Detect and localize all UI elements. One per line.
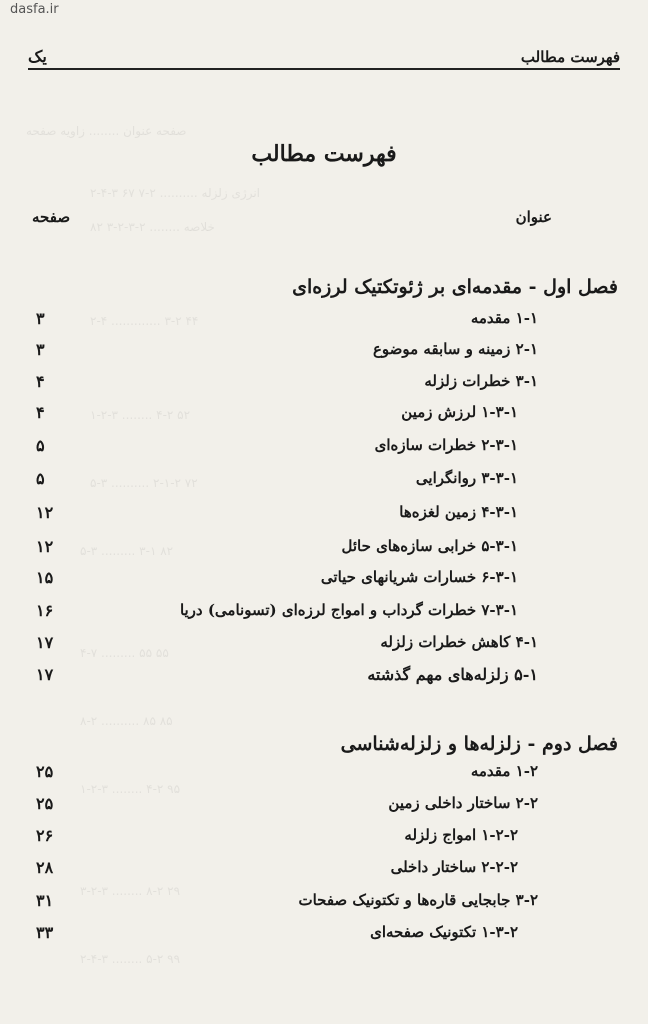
toc-entry — [0, 309, 648, 339]
toc-entry-title: ۶-۳-۱ خسارات شریانهای حیاتی — [320, 568, 518, 586]
toc-entry — [0, 826, 648, 856]
toc-entry — [0, 469, 648, 499]
toc-entry-title: فصل اول - مقدمه‌ای بر ژئوتکتیک لرزه‌ای — [292, 276, 618, 298]
toc-entry-title: ۴-۳-۱ زمین لغزه‌ها — [399, 503, 518, 521]
toc-entry-page: ۳ — [36, 309, 45, 328]
toc-entry — [0, 503, 648, 533]
toc-entry — [0, 403, 648, 433]
toc-entry-page: ۲۵ — [36, 762, 54, 781]
toc-entry-title: ۱-۱ مقدمه — [470, 309, 538, 327]
toc-entry-title: ۷-۳-۱ خطرات گرداب و امواج لرزه‌ای (تسونامی) دریا — [179, 601, 518, 619]
toc-entry — [0, 762, 648, 792]
toc-entry-page: ۴ — [36, 403, 45, 422]
toc-entry — [0, 436, 648, 466]
toc-entry — [0, 537, 648, 567]
toc-entry-title: فصل دوم - زلزله‌ها و زلزله‌شناسی — [340, 733, 618, 755]
toc-entry-page: ۳۱ — [36, 891, 54, 910]
site-watermark: dasfa.ir — [10, 2, 59, 17]
toc-chapter — [0, 733, 648, 763]
toc-entry — [0, 858, 648, 888]
toc-entry-page: ۵ — [36, 469, 45, 488]
toc-entry-page: ۴ — [36, 372, 45, 391]
bleed-through-text: صفحه عنوان ........ زاویه صفحه ۲-۴-۳ انرژی زلزله .......... ۲-۷ ۶۷ خلاصه ........ ۲-۳-۲-۳ ۸۲ ۲-۴ ............. ۳-۲ ۴۴ ۱-۲-۳ ........ ۴-۲ ۵۲ ۵-۳ .......... ۲-۱-۲ ۷۲ ۵-۳ ......... ۳-۱ ۸۲ ۴-۷ ......... ۵۵ ۵۵ ۸-۲ .......... ۸۵ ۸۵ ۱-۲-۳ ........ ۴-۲ ۹۵ ۳-۲-۳ ........ ۸-۲ ۲۹ ۲-۴-۳ ........ ۵-۲ ۹۹ — [26, 124, 261, 966]
toc-entry-page: ۱۲ — [36, 537, 54, 556]
toc-entry-title: ۲-۳-۱ خطرات سازه‌ای — [374, 436, 518, 454]
toc-entry-page: ۱۶ — [36, 601, 54, 620]
toc-entry-title: ۱-۲ مقدمه — [470, 762, 538, 780]
toc-entry-page: ۵ — [36, 436, 45, 455]
toc-entry-title: ۵-۱ زلزله‌های مهم گذشته — [367, 665, 538, 684]
toc-entry-title: ۳-۲ جابجایی قاره‌ها و تکتونیک صفحات — [298, 891, 538, 909]
running-head-page-number: یک — [28, 47, 47, 66]
toc-entry-page: ۱۵ — [36, 568, 54, 587]
toc-entry-page: ۲۶ — [36, 826, 54, 845]
toc-title: فهرست مطالب — [251, 141, 397, 167]
toc-entry — [0, 665, 648, 695]
toc-entry-title: ۲-۲-۲ ساختار داخلی — [390, 858, 518, 876]
toc-entry — [0, 568, 648, 598]
toc-entry — [0, 891, 648, 921]
running-head-title: فهرست مطالب — [520, 48, 620, 66]
toc-entry-title: ۳-۱ خطرات زلزله — [424, 372, 538, 390]
toc-entry — [0, 923, 648, 953]
running-header — [28, 42, 620, 70]
toc-entry-title: ۳-۳-۱ روانگرایی — [415, 469, 518, 487]
toc-entry — [0, 794, 648, 824]
toc-entry — [0, 340, 648, 370]
toc-entry — [0, 633, 648, 663]
toc-entry-title: ۵-۳-۱ خرابی سازه‌های حائل — [341, 537, 518, 555]
toc-entry-page: ۲۵ — [36, 794, 54, 813]
column-header-page: صفحه — [32, 208, 71, 226]
toc-entry-page: ۳۳ — [36, 923, 54, 942]
toc-entry-title: ۱-۳-۲ تکتونیک صفحه‌ای — [370, 923, 518, 941]
toc-entry-page: ۱۲ — [36, 503, 54, 522]
toc-entry-page: ۱۷ — [36, 633, 54, 652]
toc-entry-title: ۱-۲-۲ امواج زلزله — [404, 826, 518, 844]
toc-entry-title: ۲-۱ زمینه و سابقه موضوع — [372, 340, 538, 358]
toc-entry — [0, 601, 648, 631]
toc-chapter — [0, 276, 648, 306]
toc-entry-title: ۴-۱ کاهش خطرات زلزله — [380, 633, 538, 651]
toc-entry — [0, 372, 648, 402]
toc-entry-page: ۳ — [36, 340, 45, 359]
toc-entry-page: ۲۸ — [36, 858, 54, 877]
column-header-title: عنوان — [515, 208, 552, 226]
toc-entry-page: ۱۷ — [36, 665, 54, 684]
toc-entry-title: ۱-۳-۱ لرزش زمین — [401, 403, 518, 421]
toc-entry-title: ۲-۲ ساختار داخلی زمین — [388, 794, 538, 812]
